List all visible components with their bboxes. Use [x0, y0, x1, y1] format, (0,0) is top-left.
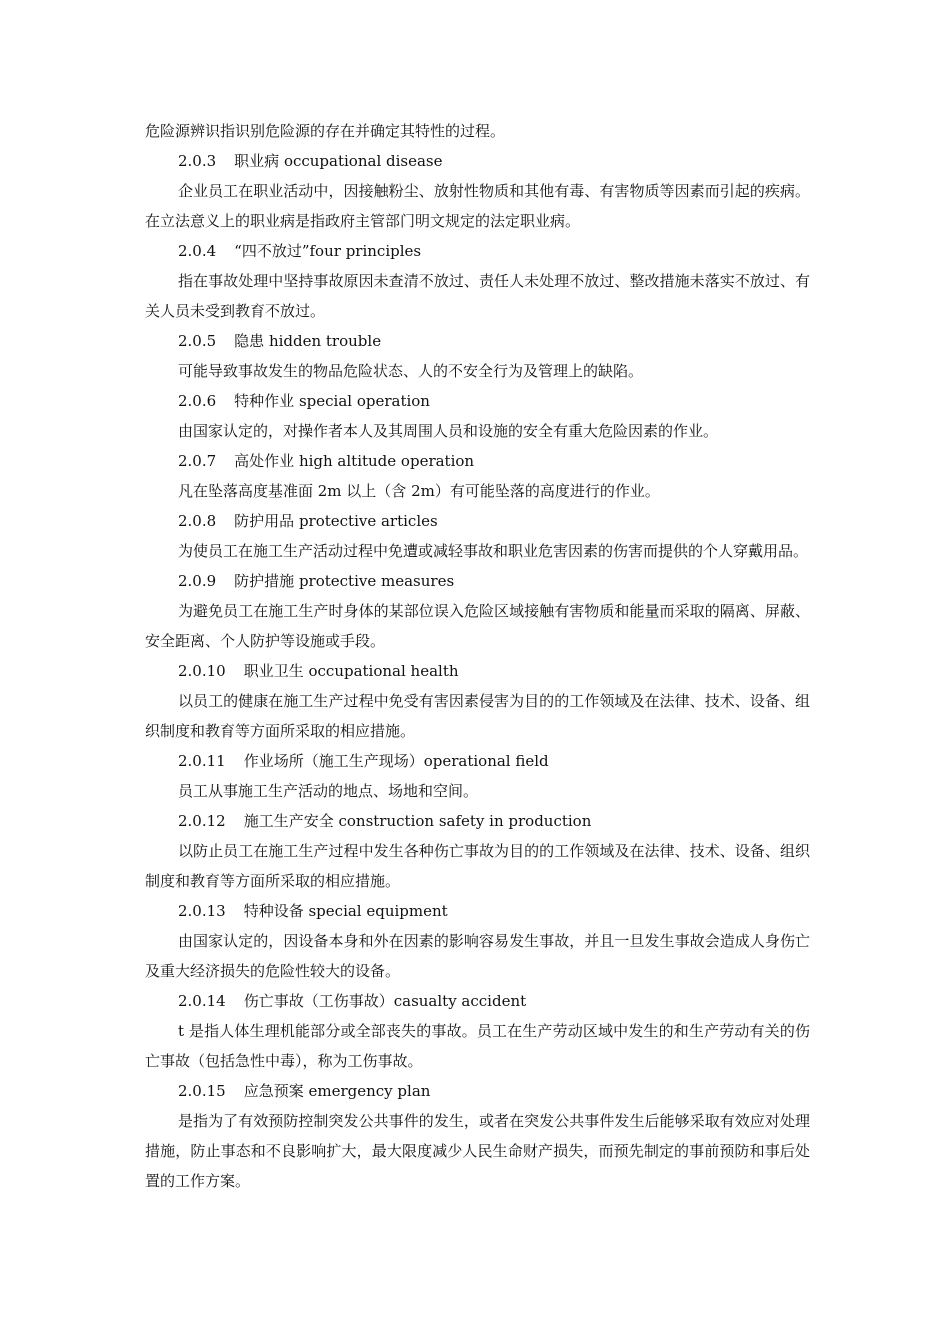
term-title: 特种设备 special equipment	[243, 902, 448, 920]
term-number: 2.0.15	[178, 1082, 226, 1100]
term-definition: 可能导致事故发生的物品危险状态、人的不安全行为及管理上的缺陷。	[178, 362, 644, 380]
section-2-0-3	[145, 146, 810, 236]
term-definition: 由国家认定的，对操作者本人及其周围人员和设施的安全有重大危险因素的作业。	[178, 422, 719, 440]
term-number: 2.0.4	[178, 242, 217, 260]
term-title: “四不放过”four principles	[234, 242, 422, 260]
section-2-0-12	[145, 806, 810, 896]
term-title: 防护措施 protective measures	[234, 572, 455, 590]
term-number: 2.0.11	[178, 752, 226, 770]
term-heading	[145, 896, 810, 926]
section-2-0-7	[145, 446, 810, 506]
section-2-0-15	[145, 1076, 810, 1196]
section-2-0-6	[145, 386, 810, 446]
term-number: 2.0.5	[178, 332, 217, 350]
section-2-0-9	[145, 566, 810, 656]
term-definition: 是指为了有效预防控制突发公共事件的发生，或者在突发公共事件发生后能够采取有效应对处理措施，防止事态和不良影响扩大，最大限度减少人民生命财产损失，而预先制定的事前预防和事后处置的工作方案。	[145, 1112, 810, 1190]
term-title: 伤亡事故（工伤事故）casualty accident	[243, 992, 527, 1010]
term-number: 2.0.10	[178, 662, 226, 680]
term-title: 特种作业 special operation	[234, 392, 430, 410]
term-heading	[145, 986, 810, 1016]
term-definition: 企业员工在职业活动中，因接触粉尘、放射性物质和其他有毒、有害物质等因素而引起的疾病。在立法意义上的职业病是指政府主管部门明文规定的法定职业病。	[145, 182, 810, 230]
term-number: 2.0.14	[178, 992, 226, 1010]
term-title: 高处作业 high altitude operation	[234, 452, 475, 470]
term-definition: 指在事故处理中坚持事故原因未查清不放过、责任人未处理不放过、整改措施未落实不放过、有关人员未受到教育不放过。	[145, 272, 810, 320]
term-heading	[145, 326, 810, 356]
document-body	[145, 116, 810, 1196]
section-2-0-13	[145, 896, 810, 986]
term-title: 职业卫生 occupational health	[243, 662, 459, 680]
term-definition: 由国家认定的，因设备本身和外在因素的影响容易发生事故，并且一旦发生事故会造成人身伤亡及重大经济损失的危险性较大的设备。	[145, 932, 810, 980]
term-title: 作业场所（施工生产现场）operational field	[243, 752, 549, 770]
term-heading	[145, 746, 810, 776]
section-2-0-10	[145, 656, 810, 746]
term-definition: 以员工的健康在施工生产过程中免受有害因素侵害为目的的工作领域及在法律、技术、设备、组织制度和教育等方面所采取的相应措施。	[145, 692, 810, 740]
term-title: 施工生产安全 construction safety in production	[243, 812, 592, 830]
section-2-0-8	[145, 506, 810, 566]
term-heading	[145, 386, 810, 416]
term-heading	[145, 1076, 810, 1106]
term-number: 2.0.3	[178, 152, 217, 170]
term-heading	[145, 446, 810, 476]
term-definition: 以防止员工在施工生产过程中发生各种伤亡事故为目的的工作领域及在法律、技术、设备、组织制度和教育等方面所采取的相应措施。	[145, 842, 810, 890]
term-definition: 为使员工在施工生产活动过程中免遭或减轻事故和职业危害因素的伤害而提供的个人穿戴用品。	[178, 542, 809, 560]
term-number: 2.0.7	[178, 452, 217, 470]
section-2-0-11	[145, 746, 810, 806]
term-title: 应急预案 emergency plan	[243, 1082, 431, 1100]
term-title: 职业病 occupational disease	[234, 152, 443, 170]
intro-line: 危险源辨识指识别危险源的存在并确定其特性的过程。	[145, 122, 506, 140]
term-definition: 为避免员工在施工生产时身体的某部位误入危险区域接触有害物质和能量而采取的隔离、屏蔽、安全距离、个人防护等设施或手段。	[145, 602, 810, 650]
term-number: 2.0.6	[178, 392, 217, 410]
term-definition: 员工从事施工生产活动的地点、场地和空间。	[178, 782, 479, 800]
section-2-0-14	[145, 986, 810, 1076]
term-heading	[145, 656, 810, 686]
term-number: 2.0.13	[178, 902, 226, 920]
term-heading	[145, 806, 810, 836]
term-heading	[145, 146, 810, 176]
term-title: 隐患 hidden trouble	[234, 332, 382, 350]
section-2-0-5	[145, 326, 810, 386]
term-title: 防护用品 protective articles	[234, 512, 438, 530]
term-definition: 凡在坠落高度基准面 2m 以上（含 2m）有可能坠落的高度进行的作业。	[178, 482, 660, 500]
term-number: 2.0.8	[178, 512, 217, 530]
term-number: 2.0.9	[178, 572, 217, 590]
term-definition: t 是指人体生理机能部分或全部丧失的事故。员工在生产劳动区域中发生的和生产劳动有关的伤亡事故（包括急性中毒），称为工伤事故。	[145, 1022, 810, 1070]
term-heading	[145, 506, 810, 536]
term-heading	[145, 566, 810, 596]
term-heading	[145, 236, 810, 266]
term-number: 2.0.12	[178, 812, 226, 830]
section-2-0-4	[145, 236, 810, 326]
